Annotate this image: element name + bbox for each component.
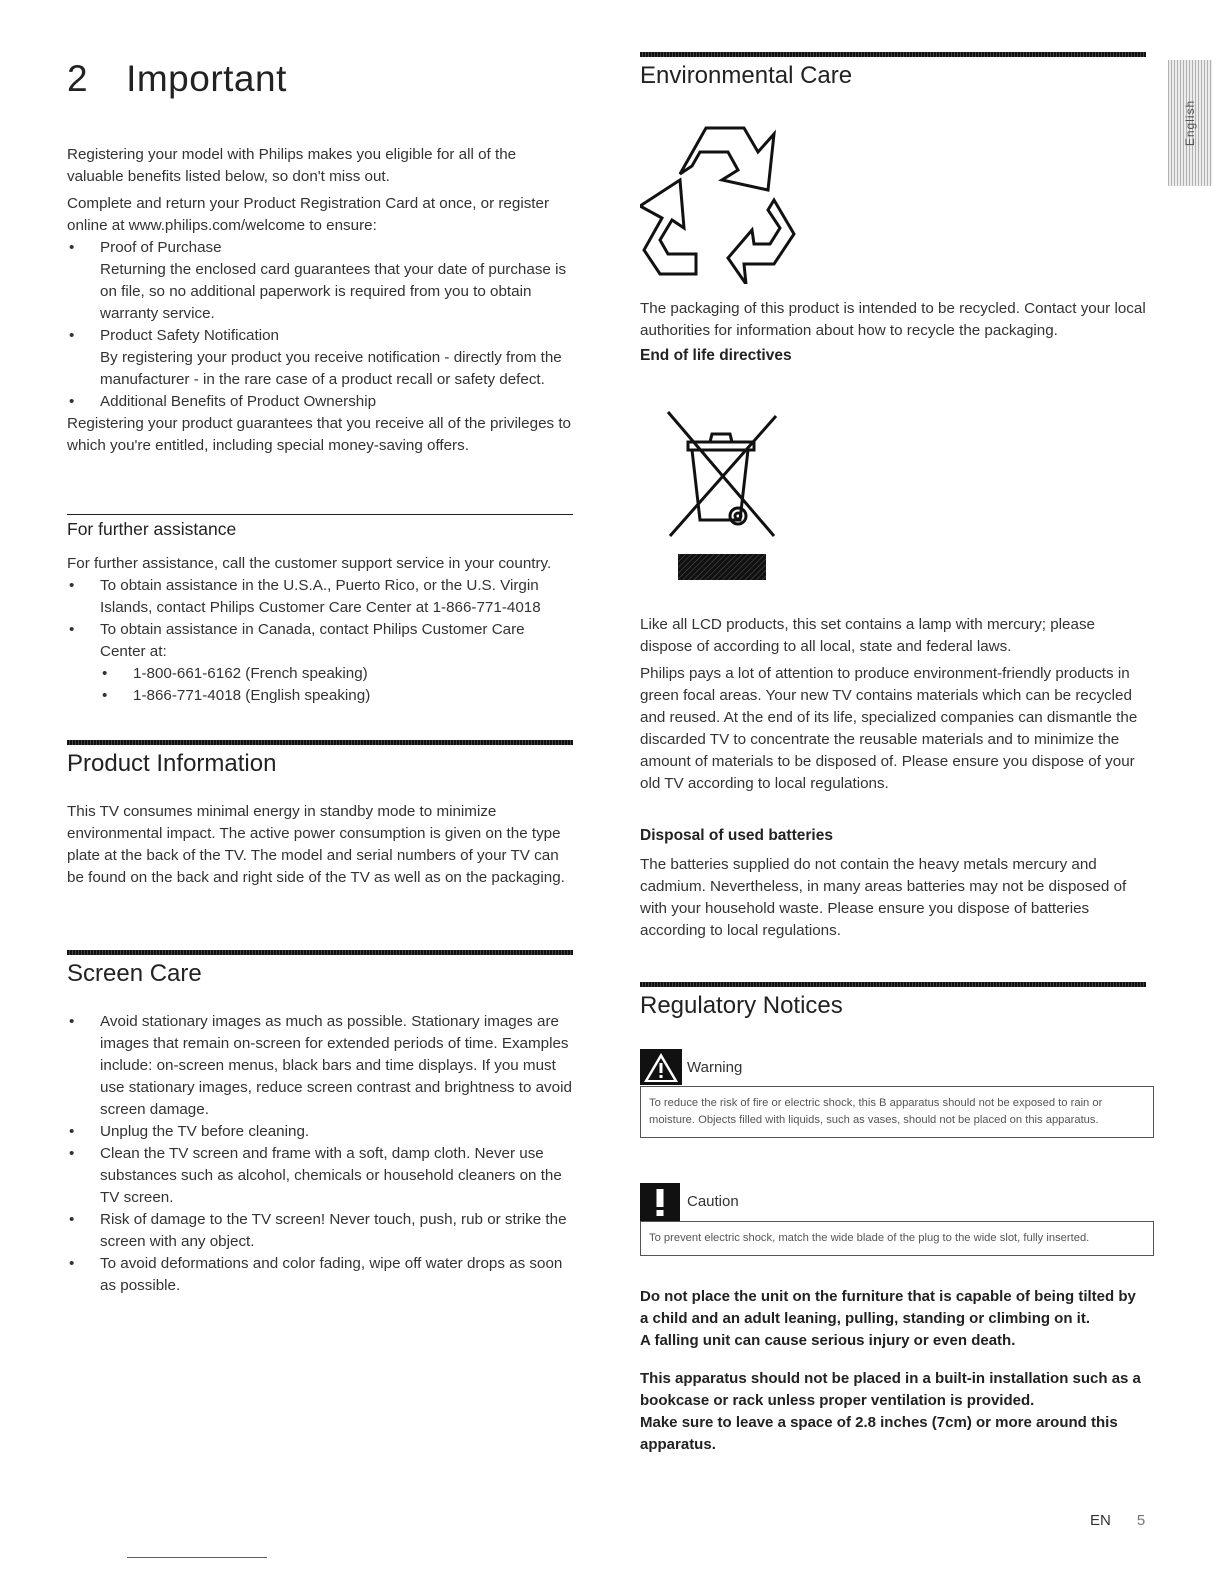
- install-line-2: Make sure to leave a space of 2.8 inches (7cm) or more around this apparatus.: [640, 1414, 1118, 1453]
- caution-text: To prevent electric shock, match the wide blade of the plug to the wide slot, fully inserted.: [649, 1232, 1090, 1244]
- divider: [640, 982, 1146, 987]
- phone-item: • 1-866-771-4018 (English speaking): [100, 685, 573, 707]
- assistance-section: [67, 553, 573, 707]
- list-item: [67, 619, 573, 707]
- chapter-number: 2: [67, 58, 89, 99]
- list-item: • Unplug the TV before cleaning.: [67, 1121, 573, 1143]
- intro-paragraph-3: Registering your product guarantees that you receive all of the privileges to which you're entitled, including special money-saving offers.: [67, 415, 572, 454]
- screen-care-section: [67, 1011, 573, 1297]
- screen-care-list: [67, 1011, 573, 1297]
- philips-eco-text: Philips pays a lot of attention to produce environment-friendly products in green focal areas. Your new TV contains materials which can be recycled and reused. At the end of its life, specialized companies can dismantle the discarded TV to concentrate the reusable materials and to minimize the amount of materials to be disposed of. Please ensure you dispose of your old TV according to local regulations.: [640, 665, 1138, 792]
- eol-title: End of life directives: [640, 347, 792, 364]
- benefits-list: [67, 237, 573, 413]
- lcd-text: Like all LCD products, this set contains a lamp with mercury; please dispose of according to all local, state and federal laws.: [640, 616, 1095, 655]
- divider: [67, 514, 573, 515]
- benefit-text: By registering your product you receive notification - directly from the manufacturer - in the rare case of a product recall or safety defect.: [100, 349, 562, 388]
- intro-section: [67, 144, 573, 457]
- tilt-warning: [640, 1286, 1146, 1352]
- warning-label: Warning: [687, 1059, 743, 1076]
- page-footer: [1090, 1512, 1145, 1529]
- footnote-rule: [127, 1557, 267, 1558]
- intro-paragraph-2: Complete and return your Product Registration Card at once, or register online at www.philips.com/welcome to ensure:: [67, 195, 550, 234]
- environmental-title: Environmental Care: [640, 62, 853, 89]
- tilt-line-2: A falling unit can cause serious injury or even death.: [640, 1332, 1016, 1349]
- recycle-text: The packaging of this product is intended to be recycled. Contact your local authorities for information about how to recycle the packaging.: [640, 300, 1146, 339]
- divider: [67, 950, 573, 955]
- footer-language: EN: [1090, 1512, 1111, 1529]
- list-item: [67, 237, 573, 325]
- divider: [67, 740, 573, 745]
- tilt-line-1: Do not place the unit on the furniture that is capable of being tilted by a child and an adult leaning, pulling, standing or climbing on it.: [640, 1288, 1136, 1327]
- regulatory-title: Regulatory Notices: [640, 992, 843, 1019]
- caution-label: Caution: [687, 1193, 739, 1210]
- caution-icon: [640, 1183, 680, 1221]
- phone-list: [100, 663, 573, 707]
- product-info-text: This TV consumes minimal energy in standby mode to minimize environmental impact. The active power consumption is given on the type plate at the back of the TV. The model and serial numbers of your TV can be found on the back and right side of the TV as well as on the packaging.: [67, 803, 565, 886]
- batteries-title: Disposal of used batteries: [640, 827, 833, 844]
- benefit-text: Returning the enclosed card guarantees that your date of purchase is on file, so no additional paperwork is required from you to obtain warranty service.: [100, 261, 567, 322]
- warning-icon: [640, 1049, 682, 1085]
- list-item: • To obtain assistance in the U.S.A., Puerto Rico, or the U.S. Virgin Islands, contact Philips Customer Care Center at 1-866-771-4018: [67, 575, 573, 619]
- benefit-title: • Product Safety Notification: [100, 327, 279, 344]
- phone-item: • 1-800-661-6162 (French speaking): [100, 663, 573, 685]
- assistance-title: For further assistance: [67, 519, 237, 539]
- chapter-title: Important: [126, 58, 287, 99]
- caution-box: [640, 1221, 1154, 1256]
- intro-paragraph-1: Registering your model with Philips makes you eligible for all of the valuable benefits listed below, so don't miss out.: [67, 146, 517, 185]
- warning-box: [640, 1086, 1154, 1138]
- list-item: • To avoid deformations and color fading, wipe off water drops as soon as possible.: [67, 1253, 573, 1297]
- warning-text: To reduce the risk of fire or electric shock, this B apparatus should not be exposed to rain or moisture. Objects filled with liquids, such as vases, should not be placed on this apparatus.: [649, 1097, 1103, 1126]
- recycle-icon: [640, 112, 800, 284]
- assistance-intro: For further assistance, call the customer support service in your country.: [67, 555, 552, 572]
- benefit-title: • Additional Benefits of Product Ownership: [100, 393, 377, 410]
- screen-care-title: Screen Care: [67, 960, 202, 987]
- list-item: • Avoid stationary images as much as possible. Stationary images are images that remain on-screen for extended periods of time. Examples include: on-screen menus, black bars and time displays. If you must use stationary images, reduce screen contrast and brightness to avoid screen damage.: [67, 1011, 573, 1121]
- language-side-tab: [1168, 60, 1212, 186]
- installation-notice: [640, 1368, 1146, 1456]
- list-item: [67, 325, 573, 391]
- product-info-title: Product Information: [67, 750, 277, 777]
- crossed-bin-icon: [662, 408, 782, 582]
- page-number: 5: [1136, 1512, 1146, 1529]
- divider: [640, 52, 1146, 57]
- chapter-heading: [67, 58, 287, 100]
- canada-text: • To obtain assistance in Canada, contact Philips Customer Care Center at:: [100, 621, 525, 660]
- install-line-1: This apparatus should not be placed in a built-in installation such as a bookcase or rack unless proper ventilation is provided.: [640, 1370, 1141, 1409]
- benefit-title: • Proof of Purchase: [100, 239, 222, 256]
- list-item: • Risk of damage to the TV screen! Never touch, push, rub or strike the screen with any object.: [67, 1209, 573, 1253]
- assistance-list: [67, 575, 573, 707]
- list-item: • Clean the TV screen and frame with a soft, damp cloth. Never use substances such as alcohol, chemicals or household cleaners on the TV screen.: [67, 1143, 573, 1209]
- batteries-text: The batteries supplied do not contain the heavy metals mercury and cadmium. Nevertheless, in many areas batteries may not be disposed of with your household waste. Please ensure you dispose of batteries according to local regulations.: [640, 856, 1127, 939]
- list-item: [67, 391, 573, 413]
- language-tab-label: English: [1183, 99, 1197, 147]
